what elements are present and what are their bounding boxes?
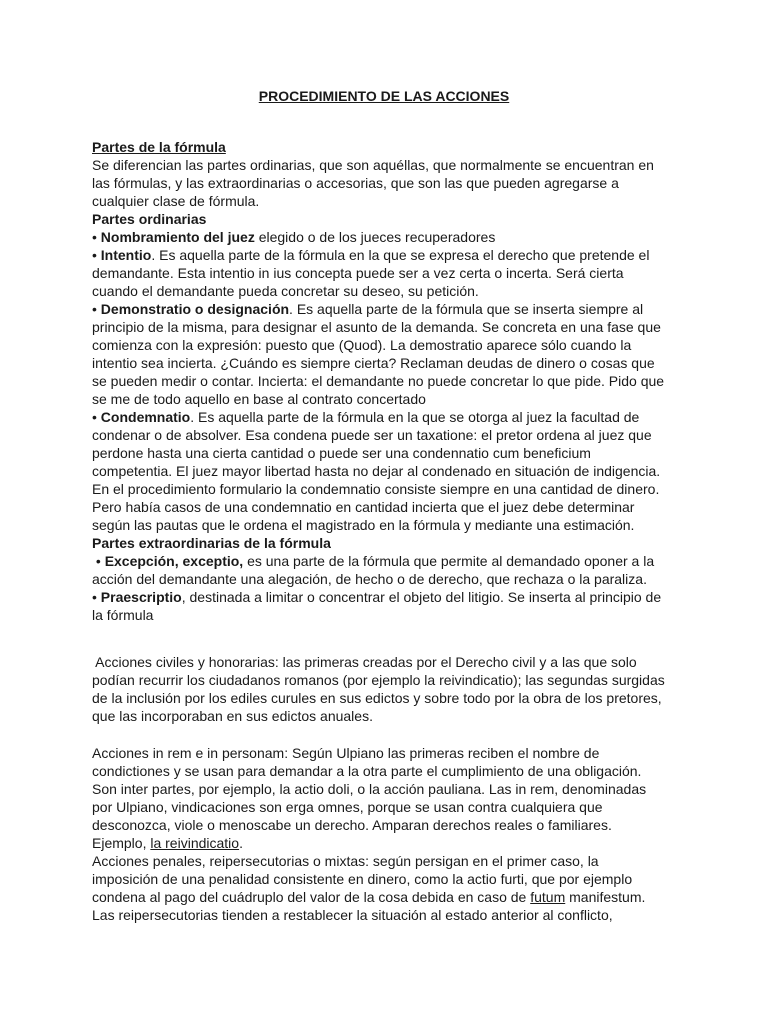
paragraph-line: demandante. Esta intentio in ius concepta puede ser a vez certa o incerta. Será cierta <box>92 265 624 281</box>
paragraph-line: la fórmula <box>92 607 154 623</box>
bullet-glyph: • <box>92 301 101 317</box>
paragraph-line: intentio sea incierta. ¿Cuándo es siempre cierta? Reclaman deudas de dinero o cosas que <box>92 355 655 371</box>
paragraph-line: de la inclusión por los ediles curules en sus edictos y sobre todo por la obra de los pretores, <box>92 690 662 706</box>
bullet-intentio <box>92 246 692 264</box>
paragraph-line: Las reipersecutorias tienden a restablecer la situación al estado anterior al conflicto, <box>92 907 613 923</box>
link-reivindicatio[interactable]: la reivindicatio <box>150 835 240 851</box>
paragraph-line: principio de la misma, para designar el asunto de la demanda. Se concreta en una fase que <box>92 319 661 335</box>
bullet-glyph: • <box>92 229 101 245</box>
term-excepcion: Excepción, exceptio, <box>104 553 244 569</box>
acciones-civiles-paragraph <box>92 653 692 725</box>
page-title: PROCEDIMIENTO DE LAS ACCIONES <box>258 88 510 104</box>
subheading-ordinarias: Partes ordinarias <box>92 211 207 227</box>
bullet-glyph: • <box>92 247 101 263</box>
ejemplo-suffix: . <box>239 835 243 851</box>
paragraph-line: las fórmulas, y las extraordinarias o accesorias, que son las que pueden agregarse a <box>92 175 619 191</box>
term-intentio: Intentio <box>100 247 152 263</box>
term-praescriptio: Praescriptio <box>100 589 182 605</box>
paragraph-line: Pero había casos de una condemnatio en cantidad incierta que el juez debe determinar <box>92 499 635 515</box>
bullet-text: . Es aquella parte de la fórmula en la que se expresa el derecho que pretende el <box>151 247 650 263</box>
futum-suffix: manifestum. <box>565 889 646 905</box>
bullet-praescriptio <box>92 588 692 606</box>
paragraph-line: según las pautas que le ordena el magistrado en la fórmula y mediante una estimación. <box>92 517 635 533</box>
term-condemnatio: Condemnatio <box>100 409 191 425</box>
paragraph-line: Acciones penales, reipersecutorias o mixtas: según persigan en el primer caso, la <box>92 853 599 869</box>
paragraph-line: Son inter partes, por ejemplo, la actio doli, o la acción pauliana. Las in rem, denominadas <box>92 781 647 797</box>
paragraph-line: se me de todo aquello en base al contrato concertado <box>92 391 426 407</box>
paragraph-line: Se diferencian las partes ordinarias, que son aquéllas, que normalmente se encuentran en <box>92 157 654 173</box>
bullet-glyph: • <box>92 553 105 569</box>
bullet-glyph: • <box>92 409 101 425</box>
bullet-text: . Es aquella parte de la fórmula en la que se otorga al juez la facultad de <box>190 409 640 425</box>
paragraph-line: cualquier clase de fórmula. <box>92 193 260 209</box>
paragraph-line: acción del demandante una alegación, de hecho o de derecho, que rechaza o la paraliza. <box>92 571 647 587</box>
paragraph-line: imposición de una penalidad consistente en dinero, como la actio furti, que por ejemplo <box>92 871 633 887</box>
paragraph-line: competentia. El juez mayor libertad hasta no dejar al condenado en situación de indigencia. <box>92 463 661 479</box>
bullet-text: elegido o de los jueces recuperadores <box>254 229 496 245</box>
subheading-extraordinarias: Partes extraordinarias de la fórmula <box>92 535 331 551</box>
paragraph-line-futum <box>92 888 692 906</box>
bullet-text: es una parte de la fórmula que permite al demandado oponer a la <box>243 553 655 569</box>
paragraph-line: Acciones in rem e in personam: Según Ulpiano las primeras reciben el nombre de <box>92 745 600 761</box>
bullet-text: , destinada a limitar o concentrar el objeto del litigio. Se inserta al principio de <box>181 589 662 605</box>
ejemplo-prefix: Ejemplo, <box>92 835 151 851</box>
bullet-glyph: • <box>92 589 101 605</box>
paragraph-line: desconozca, viole o menoscabe un derecho. Amparan derechos reales o familiares. <box>92 817 612 833</box>
paragraph-line: cuando el demandante pueda concretar su deseo, su petición. <box>92 283 479 299</box>
paragraph-line: En el procedimiento formulario la condemnatio consiste siempre en una cantidad de dinero. <box>92 481 660 497</box>
paragraph-line: comienza con la expresión: puesto que (Quod). La demostratio aparece sólo cuando la <box>92 337 632 353</box>
bullet-nombramiento <box>92 228 692 246</box>
bullet-excepcion <box>92 552 692 570</box>
paragraph-line: condictiones y se usan para demandar a la otra parte el cumplimiento de una obligación. <box>92 763 642 779</box>
bullet-demonstratio <box>92 300 692 318</box>
futum-prefix: condena al pago del cuádruplo del valor de la cosa debida en caso de <box>92 889 531 905</box>
paragraph-line: que las incorporaban en sus edictos anuales. <box>92 708 373 724</box>
acciones-rem-paragraph <box>92 744 692 924</box>
partes-section <box>92 138 692 624</box>
link-futum[interactable]: futum <box>530 889 566 905</box>
term-demonstratio: Demonstratio o designación <box>100 301 290 317</box>
paragraph-line: perdone hasta una cierta cantidad o puede ser una condennatio cum beneficium <box>92 445 591 461</box>
paragraph-line: Acciones civiles y honorarias: las primeras creadas por el Derecho civil y a las que solo <box>92 654 637 670</box>
paragraph-line: condenar o de absolver. Esa condena puede ser un taxatione: el pretor ordena al juez que <box>92 427 652 443</box>
paragraph-line: por Ulpiano, vindicaciones son erga omnes, porque se usan contra cualquiera que <box>92 799 603 815</box>
paragraph-line: se pueden medir o contar. Incierta: el demandante no puede concretar lo que pide. Pido que <box>92 373 665 389</box>
bullet-text: . Es aquella parte de la fórmula que se inserta siempre al <box>289 301 644 317</box>
bullet-condemnatio <box>92 408 692 426</box>
paragraph-line-ejemplo <box>92 834 692 852</box>
section-heading-partes: Partes de la fórmula <box>92 139 226 155</box>
term-nombramiento: Nombramiento del juez <box>100 229 255 245</box>
paragraph-line: podían recurrir los ciudadanos romanos (por ejemplo la reivindicatio); las segundas surgidas <box>92 672 665 688</box>
